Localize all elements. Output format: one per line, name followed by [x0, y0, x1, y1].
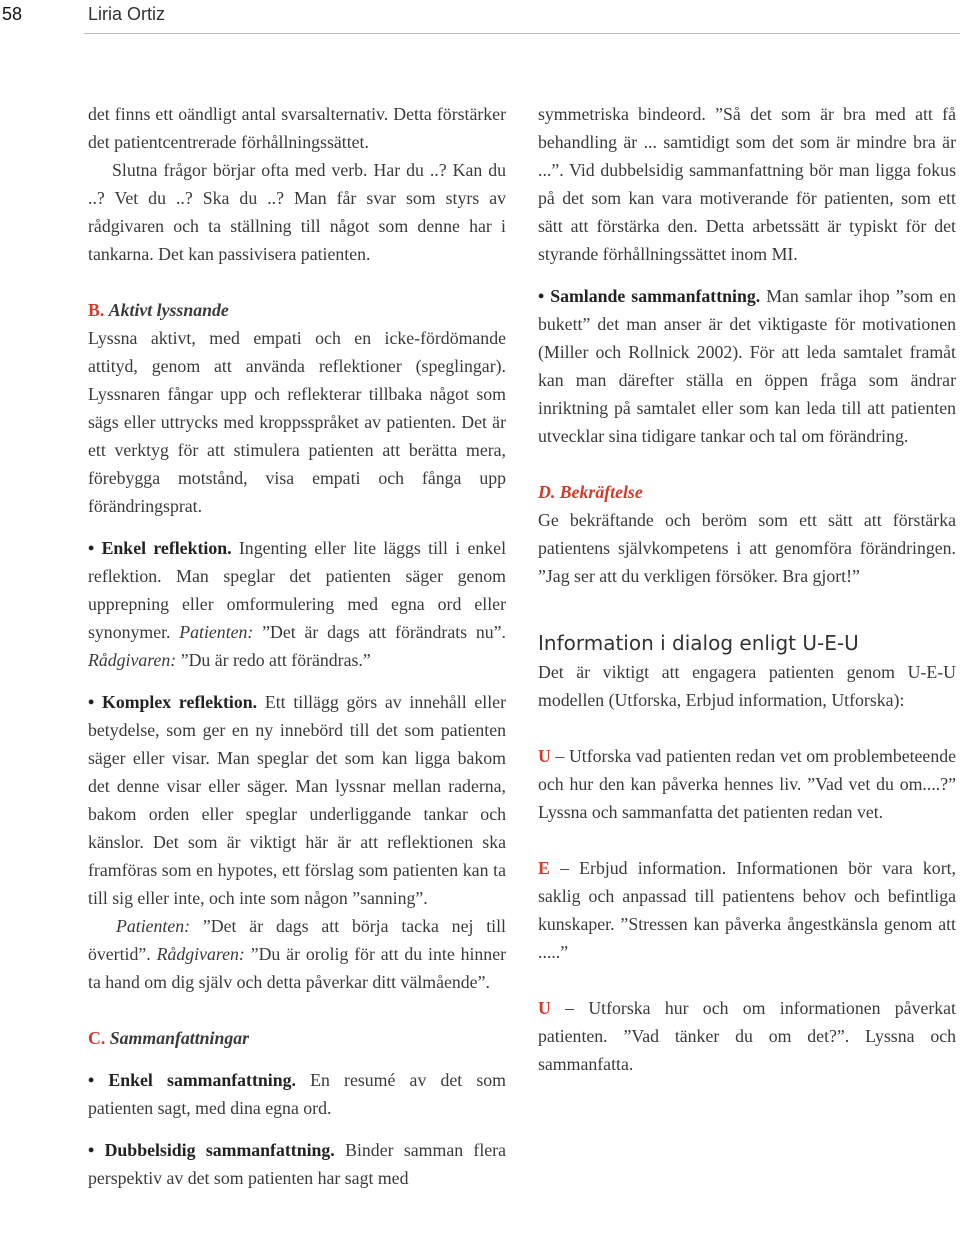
bullet-icon: • [88, 538, 95, 558]
left-column [88, 100, 506, 1192]
paragraph [88, 912, 506, 996]
running-head: Liria Ortiz [88, 4, 166, 24]
item-text: Binder samman flera perspektiv av det som patienten har sagt med [88, 1140, 506, 1188]
ueu-letter: U [538, 746, 551, 766]
section-title: Sammanfattningar [109, 1028, 250, 1048]
section-heading-d [538, 478, 956, 506]
ueu-letter: U [538, 998, 551, 1018]
section-heading-c [88, 1024, 506, 1052]
quote: ”Du är orolig för att du inte hinner ta hand om dig själv och detta påverkar ditt välmående”. [88, 944, 507, 992]
quote: ”Det är dags att förändrats nu”. [262, 622, 507, 642]
page-header [0, 0, 960, 34]
speaker-label: Patienten: [116, 916, 191, 936]
item-title: Samlande sammanfattning. [550, 286, 761, 306]
item-text: Ett tillägg görs av innehåll eller betydelse, som ger en ny innebörd till det som patienten säger eller visar. Man speglar det som kan ligga bakom det denne visar eller säger. Man lyssnar mellan raderna, bakom orden eller speglar underliggande tankar och känslor. Det som är viktigt här är att reflektionen ska framföras som en hypotes, ett förslag som patienten kan ta till sig eller inte, och inte som någon ”sanning”. [88, 692, 506, 908]
list-item [88, 1136, 506, 1192]
item-title: Dubbelsidig sammanfattning. [104, 1140, 335, 1160]
list-item [538, 282, 956, 450]
list-item [88, 688, 506, 912]
bullet-icon: • [88, 1140, 95, 1160]
section-letter: D. [538, 482, 556, 502]
item-title: Komplex reflektion. [101, 692, 258, 712]
list-item [88, 1066, 506, 1122]
paragraph: Slutna frågor börjar ofta med verb. Har du ..? Kan du ..? Vet du ..? Ska du ..? Man får svar som styrs av rådgivaren och ta ställning till något som denne har i tankarna. Det kan passivisera patienten. [88, 160, 506, 264]
section-letter: C. [88, 1028, 106, 1048]
item-text: Man samlar ihop ”som en bukett” det man anser är det viktigaste för motivationen (Miller och Rollnick 2002). För att leda samtalet framåt kan man därefter ställa en öppen fråga som ändrar inriktning på samtalet eller som kan leda till att patienten utvecklar sina tidigare tankar och tal om förändring. [538, 286, 957, 446]
ueu-item [538, 854, 956, 966]
section-title-ueu: Information i dialog enligt U-E-U [538, 631, 859, 655]
ueu-item [538, 994, 956, 1078]
paragraph: Lyssna aktivt, med empati och en icke-fördömande attityd, genom att använda reflektioner (speglingar). Lyssnaren fångar upp och reflekterar tillbaka något som sägs eller uttrycks med kroppsspråket av patienten. Det är ett verktyg för att stimulera patienten att berätta mera, förebygga motstånd, visa empati och fånga upp förändringsprat. [88, 328, 506, 516]
bullet-icon: • [538, 286, 545, 306]
ueu-text: – Utforska hur och om informationen påverkat patienten. ”Vad tänker du om det?”. Lyssna och sammanfatta. [538, 998, 956, 1074]
item-title: Enkel sammanfattning. [108, 1070, 296, 1090]
right-column [538, 100, 956, 1078]
quote: ”Du är redo att förändras.” [180, 650, 371, 670]
item-text: Ingenting eller lite läggs till i enkel reflektion. Man speglar det patienten säger genom upprepning eller omformulering med egna ord eller synonymer. [88, 538, 507, 642]
quote: ”Det är dags att börja tacka nej till övertid”. [88, 916, 507, 964]
ueu-item [538, 742, 956, 826]
paragraph: det finns ett oändligt antal svarsalternativ. Detta förstärker det patientcentrerade förhållningssättet. [88, 104, 506, 152]
ueu-text: – Erbjud information. Informationen bör vara kort, saklig och anpassad till patientens behov och befintliga kunskaper. ”Stressen kan påverka ångestkänsla genom att .....” [538, 858, 957, 962]
section-letter: B. [88, 300, 105, 320]
section-title: Aktivt lyssnande [108, 300, 229, 320]
page-number: 58 [0, 0, 80, 34]
speaker-label: Patienten: [179, 622, 254, 642]
paragraph: Ge bekräftande och beröm som ett sätt att förstärka patientens självkompetens i att genomföra förändringen. ”Jag ser att du verkligen försöker. Bra gjort!” [538, 510, 956, 586]
speaker-label: Rådgivaren: [156, 944, 245, 964]
item-text: En resumé av det som patienten sagt, med dina egna ord. [88, 1070, 507, 1118]
paragraph: Det är viktigt att engagera patienten genom U-E-U modellen (Utforska, Erbjud information, Utforska): [538, 662, 956, 710]
bullet-icon: • [88, 692, 95, 712]
item-title: Enkel reflektion. [101, 538, 232, 558]
paragraph: symmetriska bindeord. ”Så det som är bra med att få behandling är ... samtidigt som det som är mindre bra är ...”. Vid dubbelsidig sammanfattning bör man ligga fokus på det som kan vara motiverande för patienten, som ett sätt att förstärka den. Detta arbetssätt är typiskt för det styrande förhållningssättet inom MI. [538, 104, 956, 264]
speaker-label: Rådgivaren: [88, 650, 177, 670]
section-title: Bekräftelse [559, 482, 643, 502]
section-heading-b [88, 296, 506, 324]
ueu-letter: E [538, 858, 550, 878]
list-item [88, 534, 506, 674]
bullet-icon: • [88, 1070, 95, 1090]
ueu-text: – Utforska vad patienten redan vet om problembeteende och hur den kan påverka hennes liv. ”Vad vet du om....?” Lyssna och sammanfatta det patienten redan vet. [538, 746, 956, 822]
header-rule [84, 33, 960, 34]
